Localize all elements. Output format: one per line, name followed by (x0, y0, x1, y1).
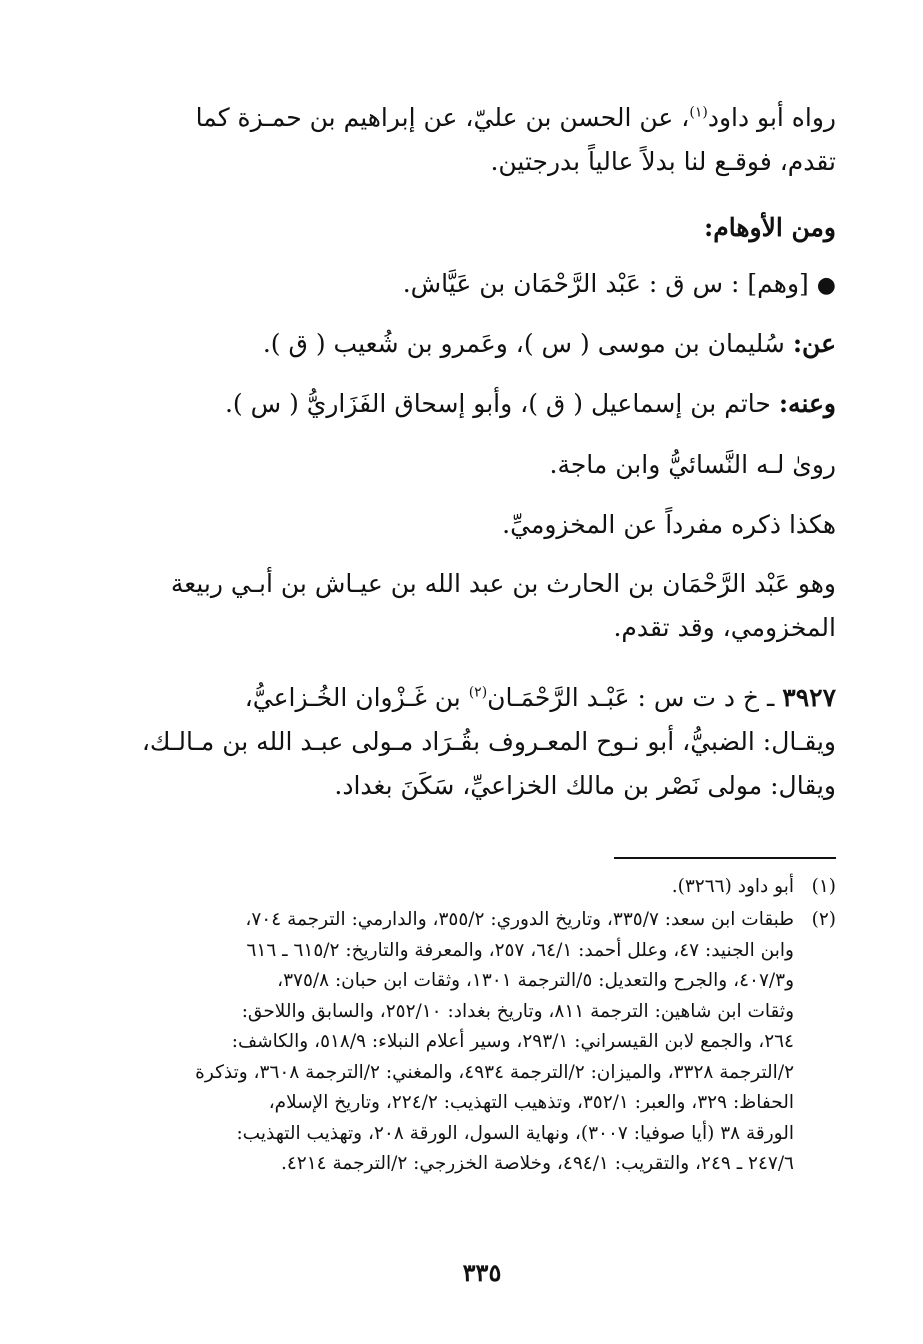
footnote-line: ٢٤٧/٦ ـ ٢٤٩، والتقريب: ٤٩٤/١، وخلاصة الخزرجي: ٢/الترجمة ٤٢١٤. (280, 1153, 794, 1174)
footnote-text (128, 905, 794, 1180)
paragraph-identity (128, 562, 836, 650)
note-line: هكذا ذكره مفرداً عن المخزوميِّ. (502, 510, 836, 539)
narrated-by-line: روىٰ لـه النَّسائيُّ وابن ماجة. (549, 450, 836, 479)
biography-entry (128, 676, 836, 808)
section-heading: ومن الأوهام: (704, 213, 836, 242)
footnote-2 (128, 905, 836, 1180)
footnote-line: وثقات ابن شاهين: الترجمة ٨١١، وتاريخ بغداد: ٢٥٢/١٠، والسابق واللاحق: (241, 1000, 794, 1022)
footnote-divider (614, 857, 836, 859)
entry-number: ٣٩٢٧ (782, 683, 836, 712)
narrators-line (128, 382, 836, 426)
from-line (128, 322, 836, 366)
footnote-number: (٢) (811, 909, 836, 930)
text-line: ويقـال: الضبيُّ، أبو نـوح المعـروف بقُـرَاد مـولى عبـد الله بن مـالـك، (141, 727, 836, 756)
footnote-line: طبقات ابن سعد: ٣٣٥/٧، وتاريخ الدوري: ٣٥٥/٢، والدارمي: الترجمة ٧٠٤، (245, 909, 794, 930)
footnote-line: الورقة ٣٨ (أيا صوفيا: ٣٠٠٧)، ونهاية السول، الورقة ٢٠٨، وتهذيب التهذيب: (236, 1122, 794, 1144)
text-segment: ، عن الحسن بن عليّ، عن إبراهيم بن حمـزة كما (195, 103, 690, 132)
text-line: وهو عَبْد الرَّحْمَان بن الحارث بن عبد الله بن عيـاش بن أبـي ربيعة (170, 569, 836, 598)
bullet-icon: ● (816, 273, 836, 298)
wahm-entry (128, 262, 836, 308)
text-line: المخزومي، وقد تقدم. (613, 613, 836, 642)
footnote-line: الحفاظ: ٣٢٩، والعبر: ٣٥٢/١، وتذهيب التهذيب: ٢٢٤/٢، وتاريخ الإسلام، (268, 1092, 794, 1113)
footnote-line: ٢٦٤، والجمع لابن القيسراني: ٢٩٣/١، وسير أعلام النبلاء: ٥١٨/٩، والكاشف: (231, 1031, 794, 1052)
page-number: ٣٣٥ (462, 1258, 502, 1287)
paragraph-riwaya (128, 96, 836, 184)
footnote-ref-1[interactable]: (١) (689, 104, 708, 121)
text-segment: بن غَـزْوان الخُـزاعيُّ، (244, 683, 469, 712)
book-page (128, 0, 836, 1344)
text-line: تقدم، فوقـع لنا بدلاً عالياً بدرجتين. (490, 147, 836, 176)
footnote-ref-2[interactable]: (٢) (468, 684, 488, 701)
footnote-line: ٢/الترجمة ٣٣٢٨، والميزان: ٢/الترجمة ٤٩٣٤، والمغني: ٢/الترجمة ٣٦٠٨، وتذكرة (195, 1061, 794, 1083)
narrators-text: حاتم بن إسماعيل ( ق )، وأبو إسحاق الفَزَاريُّ ( س ). (224, 389, 779, 418)
footnote-line: و٤٠٧/٣، والجرح والتعديل: ٥/الترجمة ١٣٠١، وثقات ابن حبان: ٣٧٥/٨، (277, 970, 794, 991)
text-segment: رواه أبو داود (707, 103, 836, 132)
text-line (128, 676, 836, 720)
from-text: سُليمان بن موسى ( س )، وعَمرو بن شُعيب ( ق ). (262, 329, 793, 358)
footnote-number: (١) (811, 876, 836, 897)
footnote-line: وابن الجنيد: ٤٧، وعلل أحمد: ٦٤/١، ٢٥٧، والمعرفة والتاريخ: ٦١٥/٢ ـ ٦١٦ (246, 939, 794, 961)
from-label: عن: (792, 329, 836, 358)
wahm-entry-text: [وهم] : س ق : عَبْد الرَّحْمَان بن عَيَّاش. (402, 269, 809, 298)
narrators-label: وعنه: (778, 389, 836, 418)
text-segment: ـ خ د ت س : عَبْـد الرَّحْمَـان (487, 683, 783, 712)
footnote-1 (128, 872, 836, 903)
footnote-text: أبو داود (٣٢٦٦). (671, 876, 794, 897)
text-line: ويقال: مولى نَصْر بن مالك الخزاعيِّ، سَكَنَ بغداد. (334, 771, 836, 800)
text-line (128, 96, 836, 140)
